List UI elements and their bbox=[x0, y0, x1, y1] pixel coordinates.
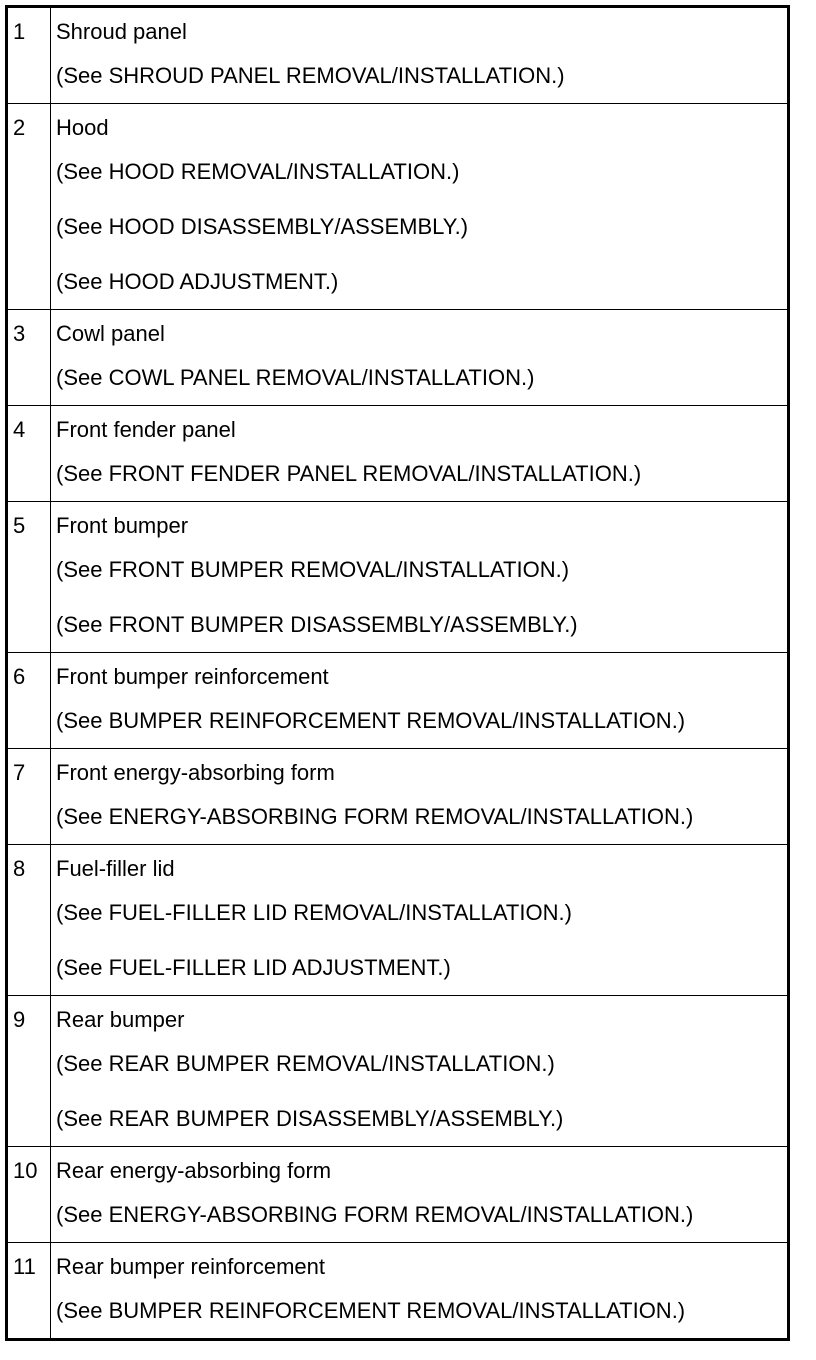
procedure-reference: (See FRONT FENDER PANEL REMOVAL/INSTALLATION.) bbox=[56, 461, 642, 486]
part-description-cell bbox=[51, 749, 789, 845]
procedure-reference: (See HOOD REMOVAL/INSTALLATION.) bbox=[56, 159, 460, 184]
table-row bbox=[7, 502, 789, 653]
part-number: 9 bbox=[13, 1007, 26, 1032]
procedure-reference: (See HOOD DISASSEMBLY/ASSEMBLY.) bbox=[56, 214, 469, 239]
part-description-cell bbox=[51, 1243, 789, 1340]
part-number: 6 bbox=[13, 664, 26, 689]
part-number-cell bbox=[7, 502, 51, 653]
table-row bbox=[7, 406, 789, 502]
procedure-reference: (See ENERGY-ABSORBING FORM REMOVAL/INSTALLATION.) bbox=[56, 804, 694, 829]
part-description-cell bbox=[51, 7, 789, 104]
table-row bbox=[7, 996, 789, 1147]
procedure-reference: (See BUMPER REINFORCEMENT REMOVAL/INSTALLATION.) bbox=[56, 1298, 686, 1323]
table-row bbox=[7, 1243, 789, 1340]
part-description-cell bbox=[51, 502, 789, 653]
table-row bbox=[7, 749, 789, 845]
part-description-cell bbox=[51, 845, 789, 996]
part-number: 1 bbox=[13, 19, 26, 44]
procedure-reference: (See ENERGY-ABSORBING FORM REMOVAL/INSTALLATION.) bbox=[56, 1202, 694, 1227]
part-description-cell bbox=[51, 104, 789, 310]
part-number-cell bbox=[7, 653, 51, 749]
parts-table bbox=[5, 5, 790, 1341]
part-name: Rear bumper bbox=[56, 1007, 185, 1032]
part-description-cell bbox=[51, 310, 789, 406]
part-name: Shroud panel bbox=[56, 19, 187, 44]
table-row bbox=[7, 7, 789, 104]
part-description-cell bbox=[51, 1147, 789, 1243]
part-number-cell bbox=[7, 7, 51, 104]
part-name: Fuel-filler lid bbox=[56, 856, 175, 881]
part-name: Rear energy-absorbing form bbox=[56, 1158, 332, 1183]
part-description-cell bbox=[51, 406, 789, 502]
part-name: Hood bbox=[56, 115, 109, 140]
procedure-reference: (See FRONT BUMPER REMOVAL/INSTALLATION.) bbox=[56, 557, 570, 582]
part-number: 2 bbox=[13, 115, 26, 140]
part-description-cell bbox=[51, 653, 789, 749]
part-number-cell bbox=[7, 845, 51, 996]
part-number-cell bbox=[7, 104, 51, 310]
part-number-cell bbox=[7, 1147, 51, 1243]
procedure-reference: (See BUMPER REINFORCEMENT REMOVAL/INSTALLATION.) bbox=[56, 708, 686, 733]
part-number: 5 bbox=[13, 513, 26, 538]
procedure-reference: (See SHROUD PANEL REMOVAL/INSTALLATION.) bbox=[56, 63, 565, 88]
part-number-cell bbox=[7, 1243, 51, 1340]
part-name: Front bumper bbox=[56, 513, 189, 538]
part-number-cell bbox=[7, 996, 51, 1147]
procedure-reference: (See REAR BUMPER DISASSEMBLY/ASSEMBLY.) bbox=[56, 1106, 564, 1131]
procedure-reference: (See HOOD ADJUSTMENT.) bbox=[56, 269, 339, 294]
part-name: Cowl panel bbox=[56, 321, 165, 346]
part-number: 3 bbox=[13, 321, 26, 346]
procedure-reference: (See FUEL-FILLER LID ADJUSTMENT.) bbox=[56, 955, 451, 980]
table-row bbox=[7, 104, 789, 310]
part-number: 11 bbox=[13, 1254, 36, 1279]
part-description-cell bbox=[51, 996, 789, 1147]
part-number: 4 bbox=[13, 417, 26, 442]
part-name: Front energy-absorbing form bbox=[56, 760, 335, 785]
part-number-cell bbox=[7, 749, 51, 845]
part-name: Rear bumper reinforcement bbox=[56, 1254, 326, 1279]
procedure-reference: (See FUEL-FILLER LID REMOVAL/INSTALLATION.) bbox=[56, 900, 572, 925]
part-number-cell bbox=[7, 406, 51, 502]
table-row bbox=[7, 653, 789, 749]
procedure-reference: (See COWL PANEL REMOVAL/INSTALLATION.) bbox=[56, 365, 535, 390]
part-number: 10 bbox=[13, 1158, 38, 1183]
table-row bbox=[7, 845, 789, 996]
part-name: Front bumper reinforcement bbox=[56, 664, 329, 689]
table-row bbox=[7, 1147, 789, 1243]
parts-table-body bbox=[7, 7, 789, 1340]
part-name: Front fender panel bbox=[56, 417, 236, 442]
part-number: 8 bbox=[13, 856, 26, 881]
procedure-reference: (See FRONT BUMPER DISASSEMBLY/ASSEMBLY.) bbox=[56, 612, 578, 637]
part-number-cell bbox=[7, 310, 51, 406]
table-row bbox=[7, 310, 789, 406]
procedure-reference: (See REAR BUMPER REMOVAL/INSTALLATION.) bbox=[56, 1051, 555, 1076]
part-number: 7 bbox=[13, 760, 26, 785]
